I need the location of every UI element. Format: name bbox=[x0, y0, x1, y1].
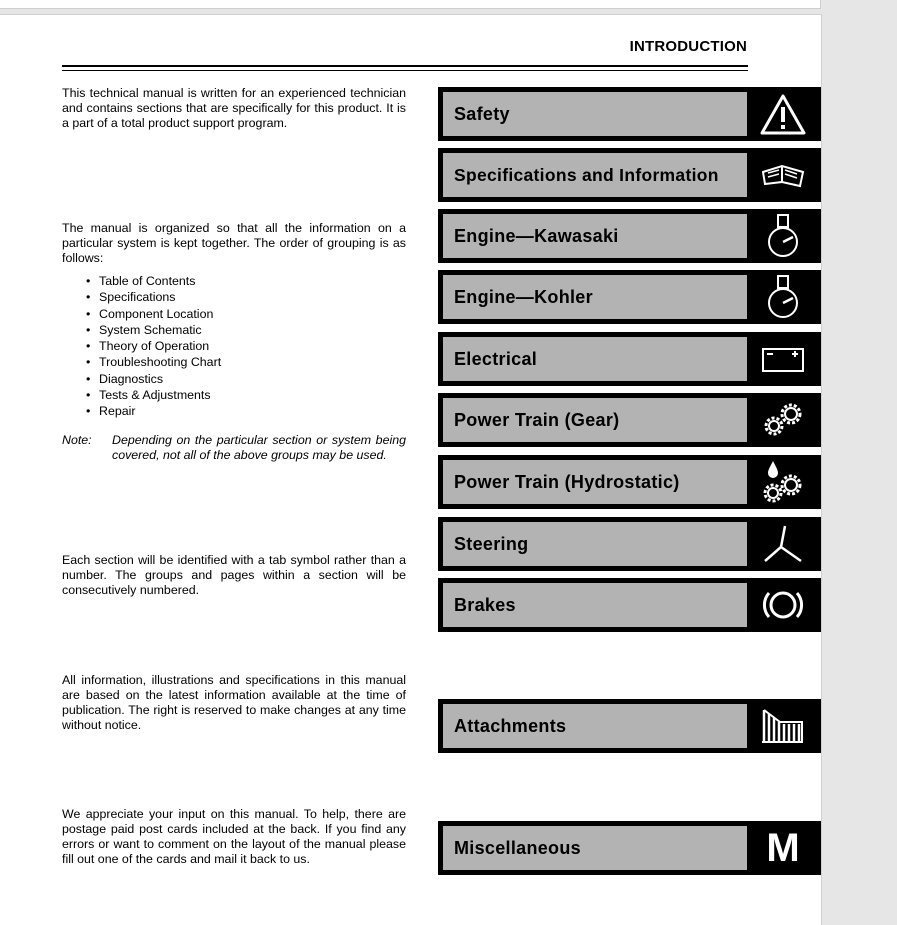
list-item: • Tests & Adjustments bbox=[86, 388, 211, 403]
list-item: • Specifications bbox=[86, 290, 176, 305]
tab-engine-kohler[interactable] bbox=[438, 270, 821, 324]
intro-paragraph: This technical manual is written for an experienced technician and contains sections that are specifically for this product. It is a part of a total product support program. bbox=[62, 86, 406, 130]
tab-label: Engine—Kawasaki bbox=[443, 214, 747, 258]
note-text: Depending on the particular section or system being covered, not all of the above groups may be used. bbox=[112, 433, 406, 462]
list-item: • Troubleshooting Chart bbox=[86, 355, 222, 370]
tab-miscellaneous[interactable] bbox=[438, 821, 821, 875]
steering-icon bbox=[748, 519, 818, 569]
letter-m-icon: M bbox=[766, 826, 800, 870]
tab-electrical[interactable] bbox=[438, 332, 821, 386]
header-rule bbox=[62, 65, 748, 67]
battery-icon bbox=[748, 334, 818, 384]
list-item: • Diagnostics bbox=[86, 371, 164, 386]
organization-paragraph: The manual is organized so that all the information on a particular system is kept together. The order of grouping is as follows: bbox=[62, 221, 406, 265]
list-item: • Component Location bbox=[86, 306, 214, 321]
tab-label: Miscellaneous bbox=[443, 826, 747, 870]
group-list bbox=[86, 273, 221, 420]
manual-page bbox=[0, 14, 822, 925]
list-item: • Theory of Operation bbox=[86, 339, 210, 354]
tab-power-train-gear[interactable] bbox=[438, 393, 821, 447]
header-rule-thin bbox=[62, 70, 748, 71]
list-item: • Table of Contents bbox=[86, 274, 196, 288]
note-label: Note: bbox=[62, 433, 92, 447]
list-item: • Repair bbox=[86, 404, 136, 419]
feedback-paragraph: We appreciate your input on this manual. To help, there are postage paid post cards included at the back. If you find any errors or want to comment on the layout of the manual please fill out one of the cards and mail it back to us. bbox=[62, 807, 406, 866]
attachments-icon bbox=[748, 701, 818, 751]
page-title: INTRODUCTION bbox=[629, 38, 747, 55]
hydrostatic-gears-icon bbox=[748, 457, 818, 507]
tab-specifications[interactable] bbox=[438, 148, 821, 202]
engine-gauge-icon bbox=[748, 211, 818, 261]
tab-label: Power Train (Hydrostatic) bbox=[443, 460, 747, 504]
tab-steering[interactable] bbox=[438, 517, 821, 571]
tab-label: Attachments bbox=[443, 704, 747, 748]
tab-brakes[interactable] bbox=[438, 578, 821, 632]
brake-icon bbox=[748, 580, 818, 630]
open-book-icon bbox=[748, 150, 818, 200]
tab-label: Power Train (Gear) bbox=[443, 398, 747, 442]
tab-label: Steering bbox=[443, 522, 747, 566]
tab-attachments[interactable] bbox=[438, 699, 821, 753]
tab-safety[interactable] bbox=[438, 87, 821, 141]
disclaimer-paragraph: All information, illustrations and specifications in this manual are based on the latest information available at the time of publication. The right is reserved to make changes at any time without notice. bbox=[62, 673, 406, 732]
list-item: • System Schematic bbox=[86, 322, 202, 337]
tab-power-train-hydrostatic[interactable] bbox=[438, 455, 821, 509]
warning-triangle-icon bbox=[748, 89, 818, 139]
engine-gauge-icon bbox=[748, 272, 818, 322]
tab-engine-kawasaki[interactable] bbox=[438, 209, 821, 263]
gears-icon bbox=[748, 395, 818, 445]
tab-symbol-paragraph: Each section will be identified with a tab symbol rather than a number. The groups and pages within a section will be consecutively numbered. bbox=[62, 553, 406, 597]
tab-label: Safety bbox=[443, 92, 747, 136]
tab-label: Electrical bbox=[443, 337, 747, 381]
tab-label: Specifications and Information bbox=[443, 153, 747, 197]
previous-page-edge bbox=[0, 0, 821, 9]
tab-label: Brakes bbox=[443, 583, 747, 627]
tab-label: Engine—Kohler bbox=[443, 275, 747, 319]
